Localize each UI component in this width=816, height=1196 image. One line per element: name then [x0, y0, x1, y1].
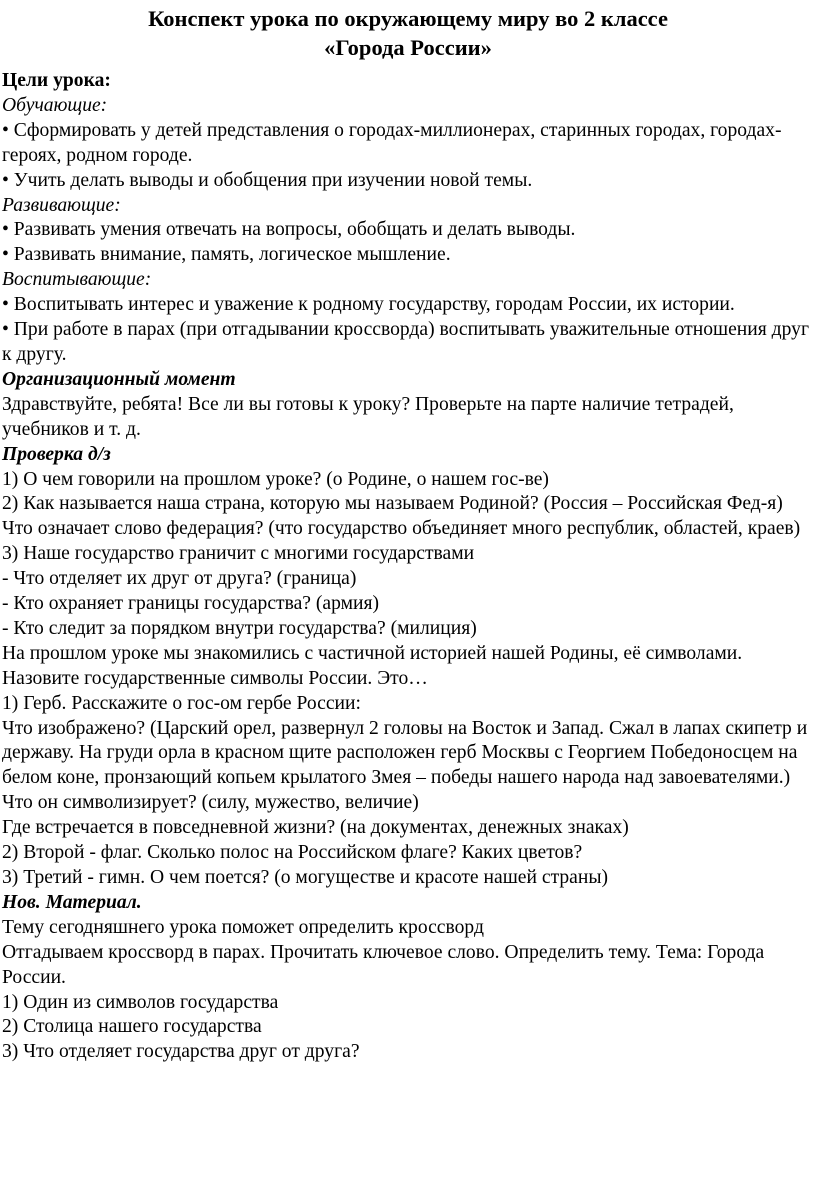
paragraph: Отгадываем кроссворд в парах. Прочитать ключевое слово. Определить тему. Тема: Города России. [2, 941, 765, 988]
paragraph: Где встречается в повседневной жизни? (на документах, денежных знаках) [2, 817, 629, 839]
subheading-developmental: Развивающие: [2, 194, 121, 216]
subheading-upbringing: Воспитывающие: [2, 269, 152, 291]
paragraph: • Развивать внимание, память, логическое мышление. [2, 244, 451, 266]
paragraph: 3) Что отделяет государства друг от друга? [2, 1041, 360, 1063]
paragraph: Что означает слово федерация? (что государство объединяет много республик, областей, краев) [2, 518, 801, 540]
paragraph: Назовите государственные символы России. Это… [2, 667, 428, 689]
paragraph: 3) Наше государство граничит с многими государствами [2, 543, 475, 565]
paragraph: 3) Третий - гимн. О чем поется? (о могуществе и красоте нашей страны) [2, 867, 609, 888]
title-line-1: Конспект урока по окружающему миру во 2 классе [148, 6, 668, 31]
paragraph: - Кто следит за порядком внутри государства? (милиция) [2, 617, 477, 639]
paragraph: • Развивать умения отвечать на вопросы, обобщать и делать выводы. [2, 219, 576, 241]
subheading-educational: Обучающие: [2, 94, 108, 116]
heading-organizational: Организационный момент [2, 368, 236, 390]
paragraph: 2) Как называется наша страна, которую мы называем Родиной? (Россия – Российская Фед-я) [2, 493, 783, 515]
paragraph: - Кто охраняет границы государства? (армия) [2, 593, 380, 615]
paragraph: Что он символизирует? (силу, мужество, величие) [2, 792, 419, 814]
paragraph: - Что отделяет их друг от друга? (граница) [2, 568, 357, 590]
paragraph: 1) Один из символов государства [2, 991, 279, 1013]
paragraph: Что изображено? (Царский орел, развернул 2 головы на Восток и Запад. Сжал в лапах скипетр и державу. На груди орла в красном щите расположен герб Москвы с Георгием Победоносцем на белом коне, пронзающий копьем крылатого Змея – победы нашего народа над завоевателями.) [2, 717, 808, 789]
paragraph: На прошлом уроке мы знакомились с частичной историей нашей Родины, её символами. [2, 642, 743, 664]
paragraph: • Воспитывать интерес и уважение к родному государству, городам России, их истории. [2, 294, 735, 316]
document-title [2, 4, 814, 62]
heading-homework-check: Проверка д/з [2, 443, 111, 465]
paragraph: Здравствуйте, ребята! Все ли вы готовы к уроку? Проверьте на парте наличие тетрадей, учебников и т. д. [2, 393, 734, 440]
paragraph: 1) Герб. Расскажите о гос-ом гербе России: [2, 692, 361, 714]
title-line-2: «Города России» [324, 35, 492, 60]
paragraph: 2) Второй - флаг. Сколько полос на Российском флаге? Каких цветов? [2, 842, 583, 864]
paragraph: 2) Столица нашего государства [2, 1016, 262, 1038]
paragraph: Тему сегодняшнего урока поможет определить кроссворд [2, 916, 484, 938]
heading-lesson-goals: Цели урока: [2, 70, 111, 91]
heading-new-material: Нов. Материал. [2, 891, 142, 913]
paragraph: • Учить делать выводы и обобщения при изучении новой темы. [2, 169, 533, 191]
paragraph: 1) О чем говорили на прошлом уроке? (о Родине, о нашем гос-ве) [2, 468, 549, 490]
paragraph: • Сформировать у детей представления о городах-миллионерах, старинных городах, городах-героях, родном городе. [2, 119, 782, 166]
paragraph: • При работе в парах (при отгадывании кроссворда) воспитывать уважительные отношения друг к другу. [2, 319, 810, 365]
document-body [2, 69, 814, 1065]
